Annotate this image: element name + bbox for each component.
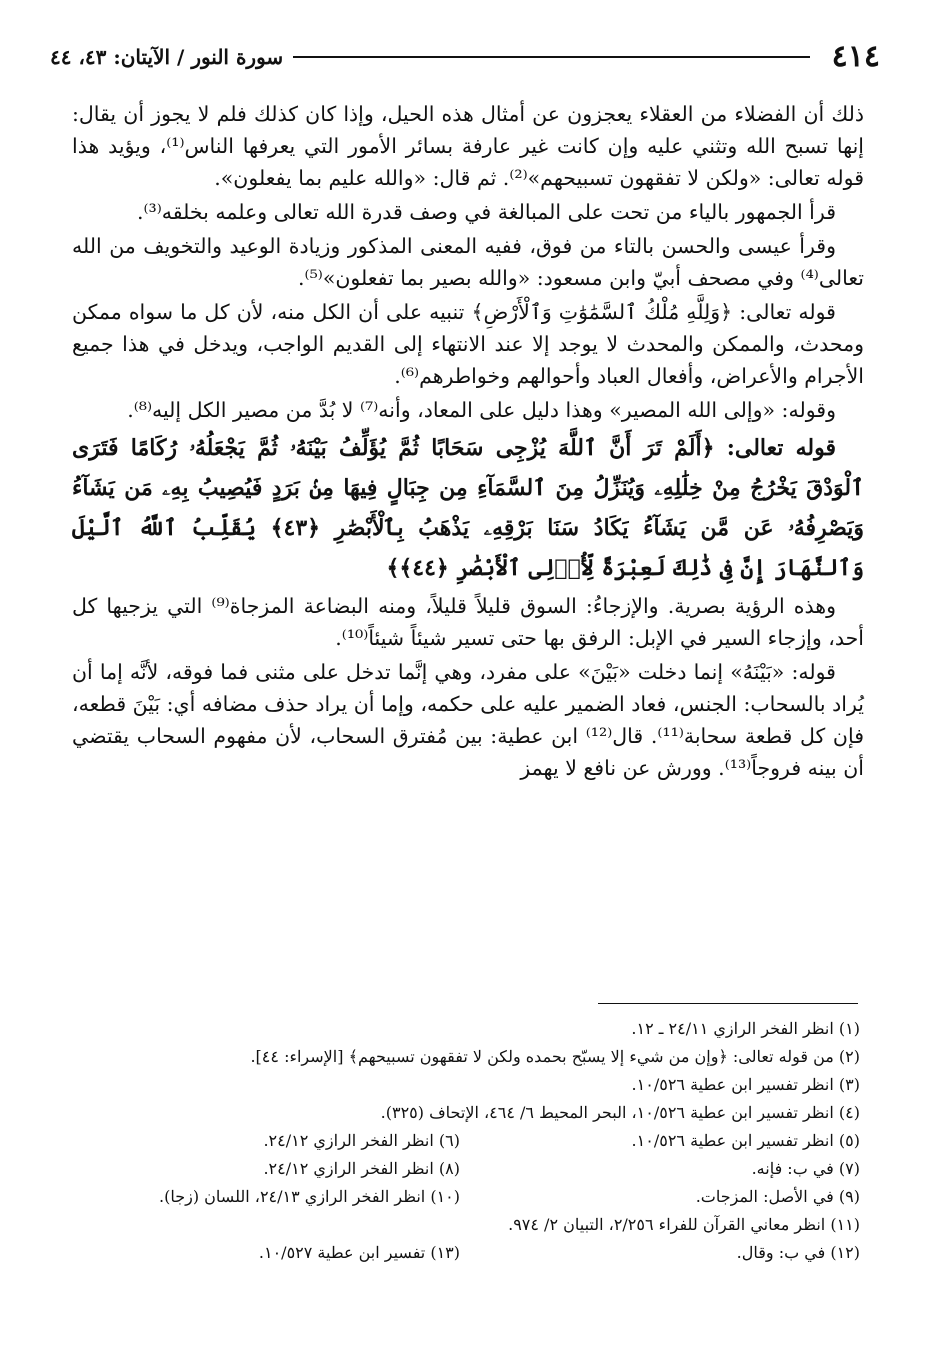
header-title: سورة النور / الآيتان: ٤٣، ٤٤ (50, 45, 284, 69)
footnote: (٨) انظر الفخر الرازي ٢٤/١٢. (263, 1159, 460, 1178)
paragraph: وقوله: «وإلى الله المصير» وهذا دليل على المعاد، وأنه⁽⁷⁾ لا بُدَّ من مصير الكل إليه⁽⁸⁾. (127, 398, 836, 422)
footnote: (٧) في ب: فإنه. (751, 1159, 860, 1178)
footnote: (١٠) انظر الفخر الرازي ٢٤/١٣، اللسان (زجا). (159, 1187, 460, 1206)
footnote-row (60, 1155, 860, 1183)
footnote: (١) انظر الفخر الرازي ٢٤/١١ ـ ١٢. (631, 1019, 860, 1038)
footnote: (٢) من قوله تعالى: ﴿وإن من شيء إلا يسبّح بحمده ولكن لا تفقهون تسبيحهم﴾ [الإسراء: ٤٤]. (250, 1047, 860, 1066)
running-header (50, 40, 880, 74)
footnotes (60, 1015, 860, 1267)
footnote: (١١) انظر معاني القرآن للفراء ٢/٢٥٦، التبيان ٢/ ٩٧٤. (508, 1215, 860, 1234)
footnote-row (60, 1239, 860, 1267)
footnote-separator (598, 1003, 858, 1004)
page-number: ٤١٤ (831, 39, 880, 74)
quran-verse-passage: قوله تعالى: ﴿أَلَمْ تَرَ أَنَّ ٱللَّهَ يُزْجِى سَحَابًا ثُمَّ يُؤَلِّفُ بَيْنَهُۥ ثُمَّ يَجْعَلُهُۥ رُكَامًا فَتَرَى ٱلْوَدْقَ يَخْرُجُ مِنْ خِلَٰلِهِۦ وَيُنَزِّلُ مِنَ ٱلسَّمَآءِ مِن جِبَالٍ فِيهَا مِنۢ بَرَدٍ فَيُصِيبُ بِهِۦ مَن يَشَآءُ وَيَصْرِفُهُۥ عَن مَّن يَشَآءُ يَكَادُ سَنَا بَرْقِهِۦ يَذْهَبُ بِٱلْأَبْصَٰرِ ﴿٤٣﴾ يُقَلِّبُ ٱللَّهُ ٱلَّيْلَ وَٱلنَّهَارَ إِنَّ فِى ذَٰلِكَ لَعِبْرَةً لِّأُو۟لِى ٱلْأَبْصَٰرِ ﴿٤٤﴾﴾ (72, 435, 864, 581)
footnote-row (60, 1127, 860, 1155)
header-rule (293, 56, 809, 58)
main-text (72, 98, 864, 786)
paragraph: وقرأ عيسى والحسن بالتاء من فوق، ففيه المعنى المذكور وزيادة الوعيد والتخويف من الله تعالى⁽⁴⁾ وفي مصحف أبيّ وابن مسعود: «والله بصير بما تفعلون»⁽⁵⁾. (72, 234, 864, 290)
footnote: (٦) انظر الفخر الرازي ٢٤/١٢. (263, 1131, 460, 1150)
footnote: (٣) انظر تفسير ابن عطية ١٠/٥٢٦. (631, 1075, 860, 1094)
footnote: (١٣) تفسير ابن عطية ١٠/٥٢٧. (258, 1243, 460, 1262)
paragraph: قوله: «بَيْنَهُ» إنما دخلت «بَيْنَ» على مفرد، وهي إنَّما تدخل على مثنى فما فوقه، لأنَّه إما أن يُراد بالسحاب: الجنس، فعاد الضمير عليه على حكمه، وإما أن يراد حذف مضافه أي: بَيْنَ قطعه، فإن كل قطعة سحابة⁽¹¹⁾. قال⁽¹²⁾ ابن عطية: بين مُفترق السحاب، لأن مفهوم السحاب يقتضي أن بينه فروجاً⁽¹³⁾. وورش عن نافع لا يهمز (72, 660, 864, 780)
footnote: (٩) في الأصل: المزجات. (695, 1187, 860, 1206)
paragraph: وهذه الرؤية بصرية. والإزجاءُ: السوق قليلاً قليلاً، ومنه البضاعة المزجاة⁽⁹⁾ التي يزجيها كل أحد، وإزجاء السير في الإبل: الرفق بها حتى تسير شيئاً شيئاً⁽¹⁰⁾. (72, 594, 864, 650)
paragraph: قوله تعالى: ﴿وَلِلَّهِ مُلْكُ ٱلسَّمَٰوَٰتِ وَٱلْأَرْضِ﴾ تنبيه على أن الكل منه، لأن كل ما سواه ممكن ومحدث، والممكن والمحدث لا يوجد إلا عند الانتهاء إلى القديم الواجب، ويدخل في هذا جميع الأجرام والأعراض، وأفعال العباد وأحوالهم وخواطرهم⁽⁶⁾. (72, 300, 864, 388)
paragraph: قرأ الجمهور بالياء من تحت على المبالغة في وصف قدرة الله تعالى وعلمه بخلقه⁽³⁾. (136, 200, 836, 224)
footnote: (١٢) في ب: وقال. (736, 1243, 860, 1262)
footnote-row (60, 1183, 860, 1211)
paragraph: ذلك أن الفضلاء من العقلاء يعجزون عن أمثال هذه الحيل، وإذا كان كذلك فلم لا يجوز أن يقال: إنها تسبح الله وتثني عليه وإن كانت غير عارفة بسائر الأمور التي يعرفها الناس⁽¹⁾، ويؤيد هذا قوله تعالى: «ولكن لا تفقهون تسبيحهم»⁽²⁾. ثم قال: «والله عليم بما يفعلون». (72, 102, 864, 190)
footnote: (٤) انظر تفسير ابن عطية ١٠/٥٢٦، البحر المحيط ٦/ ٤٦٤، الإتحاف (٣٢٥). (380, 1103, 860, 1122)
footnote: (٥) انظر تفسير ابن عطية ١٠/٥٢٦. (631, 1131, 860, 1150)
